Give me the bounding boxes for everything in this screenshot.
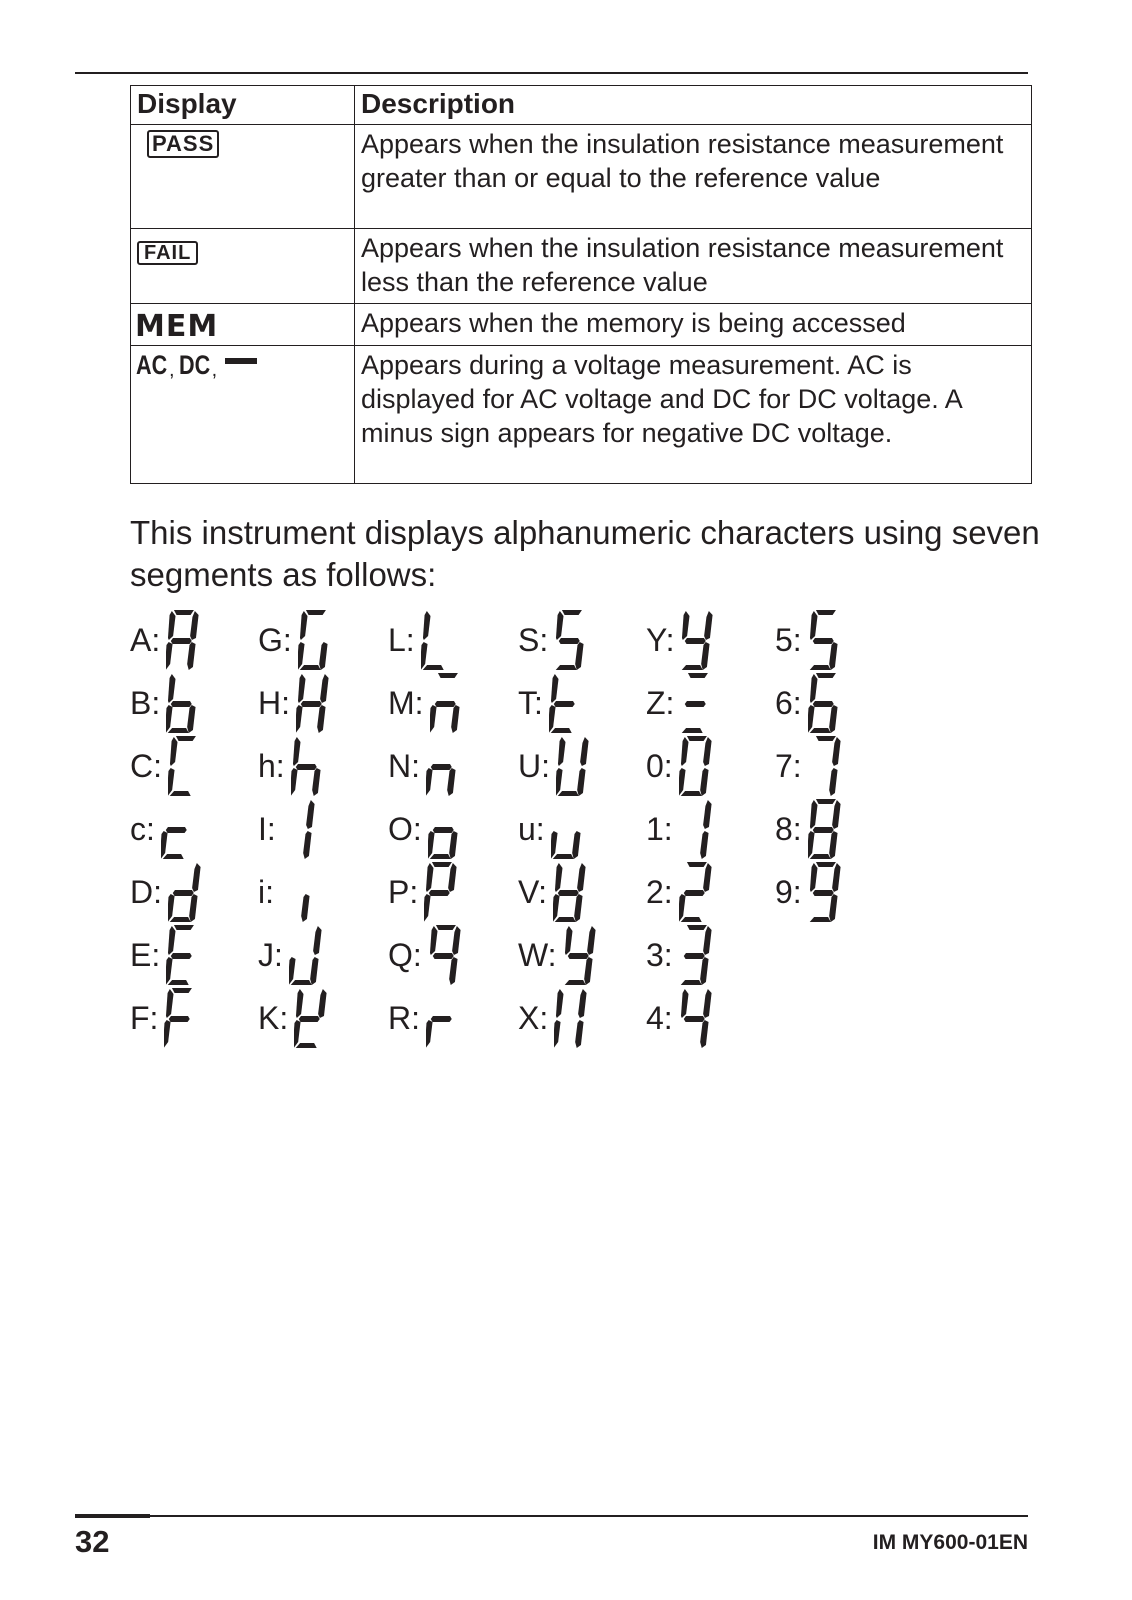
- seven-segment-glyph-icon: [430, 672, 464, 734]
- segment-character-label: u:: [518, 811, 545, 847]
- segment-character-label: A:: [130, 622, 161, 658]
- segment-character: [388, 605, 455, 675]
- segment-g: [299, 1016, 320, 1022]
- seven-segment-glyph-icon: [680, 672, 714, 734]
- segment-e: [166, 642, 173, 670]
- seven-segment-glyph-icon: [280, 861, 314, 923]
- segment-character-label: I:: [258, 811, 276, 847]
- segment-g: [431, 764, 452, 770]
- segment-g: [169, 1016, 190, 1022]
- segment-character: [258, 794, 316, 864]
- segment-character: [518, 857, 587, 927]
- segment-character: [518, 794, 585, 864]
- segment-f: [682, 611, 690, 640]
- seven-segment-glyph-icon: [554, 987, 588, 1049]
- intro-paragraph: This instrument displays alphanumeric characters using seven segments as follows:: [130, 514, 1040, 593]
- segment-character-label: 3:: [646, 937, 673, 973]
- segment-c: [310, 957, 319, 985]
- segment-g: [558, 890, 579, 896]
- minus-sign-icon: [225, 358, 257, 364]
- segment-c: [828, 705, 837, 733]
- segment-character: [388, 920, 462, 990]
- segment-g: [295, 764, 316, 770]
- segment-character: [518, 920, 597, 990]
- segment-g: [567, 953, 588, 959]
- segment-character: [775, 605, 842, 675]
- segment-c: [317, 705, 326, 733]
- segment-b: [832, 737, 841, 766]
- segment-c: [699, 1020, 708, 1048]
- segment-character: [258, 668, 330, 738]
- segment-c: [577, 768, 586, 796]
- segment-character-label: F:: [130, 1000, 159, 1036]
- seven-segment-glyph-icon: [808, 672, 842, 734]
- segment-f: [810, 800, 818, 829]
- segment-b: [703, 737, 712, 766]
- segment-character: [130, 794, 195, 864]
- segment-e: [426, 1020, 433, 1048]
- segment-character-label: V:: [518, 874, 548, 910]
- segment-c: [574, 894, 583, 922]
- mem-indicator-icon: MEM: [135, 309, 219, 344]
- segment-character: [518, 668, 583, 738]
- segment-c: [699, 957, 708, 985]
- segment-b: [580, 737, 589, 766]
- segment-a: [686, 736, 706, 741]
- segment-f: [556, 989, 564, 1018]
- segment-g: [685, 638, 706, 644]
- segment-character: [646, 731, 713, 801]
- seven-segment-glyph-icon: [551, 798, 585, 860]
- description-cell: Appears when the memory is being accessed: [355, 304, 1032, 346]
- segment-a: [562, 610, 582, 615]
- segment-character: [258, 920, 323, 990]
- table-row: [131, 346, 1032, 484]
- seven-segment-glyph-icon: [161, 798, 195, 860]
- seven-segment-glyph-icon: [298, 609, 332, 671]
- segment-f: [426, 863, 434, 892]
- segment-c: [828, 831, 837, 859]
- segment-b: [832, 800, 841, 829]
- segment-character: [646, 857, 713, 927]
- seven-segment-glyph-icon: [426, 987, 460, 1049]
- ac-indicator-icon: AC: [136, 350, 168, 380]
- segment-character-label: 0:: [646, 748, 673, 784]
- segment-c: [319, 642, 328, 670]
- segment-b: [703, 926, 712, 955]
- segment-a: [815, 610, 835, 615]
- segment-b: [704, 611, 713, 640]
- segment-character-label: 4:: [646, 1000, 673, 1036]
- segment-c: [450, 705, 459, 733]
- segment-f: [166, 989, 174, 1018]
- segment-a: [815, 799, 835, 804]
- segment-c: [189, 894, 198, 922]
- seven-segment-glyph-icon: [424, 861, 458, 923]
- seven-segment-glyph-icon: [553, 861, 587, 923]
- seven-segment-glyph-icon: [166, 672, 200, 734]
- seven-segment-glyph-icon: [679, 861, 713, 923]
- segment-b: [320, 674, 329, 703]
- segment-character: [646, 983, 713, 1053]
- segment-f: [296, 989, 304, 1018]
- segment-character-label: R:: [388, 1000, 420, 1036]
- segment-a: [688, 673, 708, 678]
- segment-g: [434, 701, 455, 707]
- segment-f: [168, 611, 176, 640]
- segment-f: [810, 611, 818, 640]
- description-cell: Appears during a voltage measurement. AC is displayed for AC voltage and DC for DC voltage. A minus sign appears for negative DC voltage.: [355, 346, 1032, 484]
- segment-g: [812, 701, 833, 707]
- segment-character-label: 8:: [775, 811, 802, 847]
- segment-f: [555, 863, 563, 892]
- description-cell: Appears when the insulation resistance measurement less than the reference value: [355, 229, 1032, 304]
- segment-character-label: S:: [518, 622, 549, 658]
- segment-f: [558, 737, 566, 766]
- segment-character-label: C:: [130, 748, 162, 784]
- segment-character: [388, 857, 458, 927]
- table-row: [131, 229, 1032, 304]
- segment-character: [388, 983, 460, 1053]
- segment-e: [426, 768, 433, 796]
- segment-f: [293, 737, 301, 766]
- seven-segment-glyph-icon: [291, 735, 325, 797]
- seven-segment-glyph-icon: [166, 924, 200, 986]
- segment-character-label: T:: [518, 685, 543, 721]
- segment-character: [130, 668, 200, 738]
- seven-segment-glyph-icon: [428, 924, 462, 986]
- segment-character: [130, 857, 202, 927]
- segment-b: [577, 863, 586, 892]
- description-cell: Appears when the insulation resistance measurement greater than or equal to the reference value: [355, 125, 1032, 229]
- seven-segment-glyph-icon: [549, 672, 583, 734]
- separator-comma: ,: [211, 359, 218, 381]
- seven-segment-glyph-icon: [679, 735, 713, 797]
- segment-a: [176, 736, 196, 741]
- segment-c: [699, 768, 708, 796]
- segment-c: [583, 957, 592, 985]
- segment-character-label: W:: [518, 937, 557, 973]
- segment-character: [775, 668, 842, 738]
- segment-c: [301, 894, 310, 922]
- table-row: [131, 125, 1032, 229]
- segment-character-label: 7:: [775, 748, 802, 784]
- display-cell: [131, 125, 355, 229]
- segment-g: [812, 827, 833, 833]
- segment-character-label: Q:: [388, 937, 422, 973]
- segment-c: [449, 957, 458, 985]
- segment-a: [172, 988, 192, 993]
- segment-character-label: Z:: [646, 685, 675, 721]
- segment-character-label: H:: [258, 685, 290, 721]
- segment-character-label: B:: [130, 685, 161, 721]
- segment-b: [306, 800, 315, 829]
- segment-b: [832, 863, 841, 892]
- segment-b: [190, 611, 199, 640]
- segment-a: [435, 925, 455, 930]
- seven-segment-glyph-icon: [296, 672, 330, 734]
- segment-g: [173, 890, 194, 896]
- segment-character: [646, 668, 714, 738]
- segment-character-label: X:: [518, 1000, 549, 1036]
- segment-a: [174, 610, 194, 615]
- seven-segment-glyph-icon: [808, 861, 842, 923]
- segment-g: [429, 890, 450, 896]
- segment-character: [388, 794, 462, 864]
- segment-g: [812, 890, 833, 896]
- segment-g: [301, 701, 322, 707]
- segment-character-label: M:: [388, 685, 424, 721]
- segment-c: [311, 768, 320, 796]
- segment-character-label: h:: [258, 748, 285, 784]
- segment-character-label: L:: [388, 622, 415, 658]
- segment-d: [296, 1043, 317, 1048]
- separator-comma: ,: [169, 359, 175, 381]
- segment-character: [646, 605, 714, 675]
- segment-character: [130, 731, 202, 801]
- segment-g: [683, 1016, 704, 1022]
- display-description-table: [130, 85, 1032, 484]
- segment-character: [775, 731, 842, 801]
- segment-b: [703, 989, 712, 1018]
- segment-c: [701, 642, 710, 670]
- segment-g: [432, 953, 453, 959]
- segment-f: [168, 674, 176, 703]
- fail-indicator-icon: FAIL: [137, 241, 198, 265]
- segment-a: [686, 862, 706, 867]
- segment-character-label: 9:: [775, 874, 802, 910]
- header-display: Display: [131, 86, 355, 125]
- segment-f: [551, 674, 559, 703]
- segment-e: [291, 768, 298, 796]
- seven-segment-glyph-icon: [294, 987, 328, 1049]
- segment-f: [681, 989, 689, 1018]
- seven-segment-glyph-icon: [680, 609, 714, 671]
- segment-c: [699, 831, 708, 859]
- pass-indicator-icon: PASS: [147, 130, 219, 158]
- header-description: Description: [355, 86, 1032, 125]
- segment-f: [170, 737, 178, 766]
- segment-f: [564, 926, 572, 955]
- segment-a: [432, 862, 452, 867]
- segment-e: [424, 894, 431, 922]
- segment-a: [305, 610, 325, 615]
- segment-f: [423, 611, 431, 640]
- seven-segment-glyph-icon: [808, 798, 842, 860]
- segment-a: [815, 736, 835, 741]
- segment-f: [298, 674, 306, 703]
- segment-d: [809, 917, 830, 922]
- segment-b: [586, 926, 595, 955]
- segment-character-label: G:: [258, 622, 292, 658]
- top-rule: [75, 72, 1028, 74]
- seven-segment-glyph-icon: [563, 924, 597, 986]
- segment-e: [430, 705, 437, 733]
- page-number: 32: [75, 1524, 110, 1559]
- seven-segment-glyph-icon: [166, 609, 200, 671]
- segment-g: [165, 827, 186, 833]
- segment-character: [775, 794, 842, 864]
- seven-segment-glyph-icon: [556, 735, 590, 797]
- segment-c: [303, 831, 312, 859]
- segment-c: [447, 768, 456, 796]
- seven-segment-glyph-icon: [421, 609, 455, 671]
- segment-b: [192, 863, 201, 892]
- segment-g: [685, 701, 706, 707]
- segment-g: [559, 638, 580, 644]
- seven-segment-glyph-icon: [168, 861, 202, 923]
- segment-b: [703, 863, 712, 892]
- segment-character-label: K:: [258, 1000, 289, 1036]
- segment-a: [174, 925, 194, 930]
- voltage-indicators: [136, 350, 354, 380]
- segment-g: [553, 701, 574, 707]
- segment-character-label: i:: [258, 874, 274, 910]
- display-cell: [131, 229, 355, 304]
- segment-e: [554, 1020, 561, 1048]
- segment-f: [430, 926, 438, 955]
- segment-b: [318, 989, 327, 1018]
- segment-character: [130, 983, 198, 1053]
- segment-character-label: 5:: [775, 622, 802, 658]
- segment-g: [683, 890, 704, 896]
- segment-f: [810, 674, 818, 703]
- table-header-row: [131, 86, 1032, 125]
- segment-character: [518, 605, 588, 675]
- segment-character-label: U:: [518, 748, 550, 784]
- segment-character-label: J:: [258, 937, 283, 973]
- seven-segment-glyph-icon: [808, 609, 842, 671]
- segment-b: [578, 989, 587, 1018]
- seven-segment-glyph-icon: [168, 735, 202, 797]
- document-id: IM MY600-01EN: [872, 1531, 1028, 1554]
- segment-g: [171, 638, 192, 644]
- seven-segment-glyph-icon: [428, 798, 462, 860]
- display-cell: [131, 304, 355, 346]
- segment-character: [388, 731, 460, 801]
- segment-g: [171, 953, 192, 959]
- segment-c: [828, 894, 837, 922]
- segment-character: [518, 731, 590, 801]
- segment-character: [130, 605, 200, 675]
- footer-rule: [75, 1515, 1028, 1517]
- segment-character-label: E:: [130, 937, 161, 973]
- segment-c: [575, 1020, 584, 1048]
- display-cell: [131, 346, 355, 484]
- segment-c: [571, 831, 580, 859]
- segment-g: [431, 1016, 452, 1022]
- segment-character: [258, 731, 325, 801]
- segment-character: [646, 920, 713, 990]
- segment-character: [518, 983, 588, 1053]
- segment-character: [388, 668, 464, 738]
- segment-character-label: 2:: [646, 874, 673, 910]
- segment-character-label: D:: [130, 874, 162, 910]
- segment-character: [130, 920, 200, 990]
- seven-segment-glyph-icon: [679, 798, 713, 860]
- segment-b: [452, 926, 461, 955]
- segment-character-label: c:: [130, 811, 155, 847]
- seven-segment-glyph-icon: [282, 798, 316, 860]
- segment-g: [171, 701, 192, 707]
- segment-e: [296, 705, 303, 733]
- segment-character-label: Y:: [646, 622, 675, 658]
- segment-character-label: 6:: [775, 685, 802, 721]
- segment-f: [556, 611, 564, 640]
- segment-a: [437, 673, 457, 678]
- segment-character-label: 1:: [646, 811, 673, 847]
- segment-c: [828, 768, 837, 796]
- seven-segment-glyph-icon: [164, 987, 198, 1049]
- segment-a: [686, 925, 706, 930]
- segment-a: [815, 673, 835, 678]
- segment-b: [313, 926, 322, 955]
- seven-segment-glyph-icon: [808, 735, 842, 797]
- segment-character: [258, 857, 314, 927]
- segment-c: [187, 642, 196, 670]
- segment-g: [683, 953, 704, 959]
- segment-f: [300, 611, 308, 640]
- segment-g: [432, 827, 453, 833]
- segment-f: [168, 926, 176, 955]
- seven-segment-glyph-icon: [679, 987, 713, 1049]
- segment-c: [828, 642, 837, 670]
- seven-segment-glyph-icon: [679, 924, 713, 986]
- seven-segment-glyph-icon: [426, 735, 460, 797]
- segment-a: [815, 862, 835, 867]
- segment-g: [812, 638, 833, 644]
- segment-c: [187, 705, 196, 733]
- segment-e: [164, 1020, 171, 1048]
- segment-character: [258, 605, 332, 675]
- seven-segment-glyph-icon: [289, 924, 323, 986]
- seven-segment-glyph-icon: [554, 609, 588, 671]
- segment-character-label: N:: [388, 748, 420, 784]
- dc-indicator-icon: DC: [178, 350, 210, 380]
- segment-f: [681, 737, 689, 766]
- segment-c: [449, 831, 458, 859]
- segment-character-label: P:: [388, 874, 419, 910]
- table-row: [131, 304, 1032, 346]
- segment-c: [575, 642, 584, 670]
- segment-f: [810, 863, 818, 892]
- segment-character-label: O:: [388, 811, 422, 847]
- segment-character: [258, 983, 328, 1053]
- segment-b: [448, 863, 457, 892]
- segment-character: [775, 857, 842, 927]
- segment-b: [703, 800, 712, 829]
- segment-character: [646, 794, 713, 864]
